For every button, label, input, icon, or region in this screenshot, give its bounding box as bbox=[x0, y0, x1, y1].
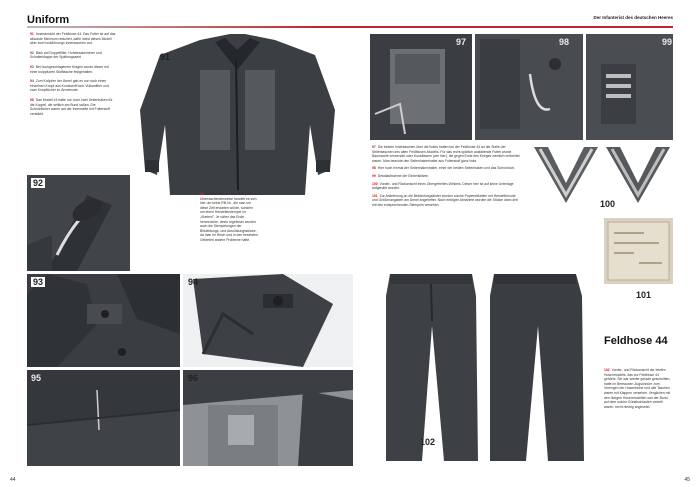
photo-97-inner-pocket bbox=[370, 34, 472, 140]
page-number-left: 44 bbox=[10, 477, 16, 483]
photo-101-paper-label bbox=[604, 218, 673, 284]
running-title: Der Infanterist des deutschen Heeres bbox=[593, 15, 673, 20]
feldhose-title: Feldhose 44 bbox=[604, 335, 668, 347]
figure-number-99: 99 bbox=[662, 37, 673, 47]
figure-number-102: 102 bbox=[420, 437, 436, 447]
photo-95-side-hook bbox=[27, 370, 180, 466]
section-title: Uniform bbox=[27, 14, 70, 26]
photo-92-shoulder-detail bbox=[27, 175, 130, 271]
figure-number-94: 94 bbox=[188, 277, 199, 287]
caption-96: 96 Detailaufnahme des Stempels. Überraschenderweise handelt es sich hier um keine RB-Nr., die man um diese Zeit erwarten würde, sondern um einen Herstellerstempel im „Klartext". Je näher das Ende heranrückte, desto regelloser wurden auch die Stempelungen der Bekleidungs- und Ausrüstungsstücke, da man im Reich und in den besetzten Gebieten andere Probleme hatte. bbox=[200, 192, 258, 242]
figure-number-91: 91 bbox=[160, 52, 171, 62]
captions-left: 91 Innenansicht der Feldbluse 44. Das Futter ist auf das absolute Minimum reduziert, dafür weist dieses Modell aber zwei lockführungs Innentaschen auf. 92 Blick auf Doppelfilter, Hohetraakenchen und Schulterklappe der Spätkrogsaent 93 Bei hochgeschlagenem Kragen wurde dieser mit einer kolppfunen Stofflasche festgehalten. 94 Zum Knöpfen der Ärmel gab es nur noch einen einzelnen Knopf aus Kunststoff bzw. Vulkanfiber und zwei Knopflöcher im Ärmelende. 95 Das Modell 44 hatte nur noch zwei Seitenhaken für die Koppel, die seitlich am Bund saßen. Die Schnürlöcher waren auf der Innenseite mit Futterstoff verstärkt. bbox=[30, 32, 116, 116]
caption-102: 102 Vorder- und Rückansicht der letzten Hosenmodells, das zur Feldbluse 44 gehörte. Sie war wieder gerade geschnitten, hatte im Bereausen Zugschnüre zum Verengen der Hosenbeine und alle Taschen waren mit Klappen versehen. Verglichen mit den übrigen Hosenmodellen war der Bund, auf dem solche Gürtelschlaufen verteilt waren, recht niedrig angesetzt. bbox=[604, 368, 671, 409]
photo-94-sleeve-button bbox=[183, 274, 353, 367]
photo-98-side-hook-holder bbox=[475, 34, 583, 140]
figure-number-96: 96 bbox=[188, 373, 199, 383]
page-number-right: 45 bbox=[684, 477, 690, 483]
photo-102-trousers bbox=[372, 266, 598, 466]
photo-100-chevrons bbox=[530, 143, 673, 205]
figure-number-95: 95 bbox=[31, 373, 42, 383]
figure-number-100: 100 bbox=[600, 199, 616, 209]
photo-93-collar bbox=[27, 274, 180, 367]
photo-96-stamp bbox=[183, 370, 353, 466]
captions-right: 97 Die beiden Innentaschen über die linkes hatten bei der Feldbluse 44 an die Stelle der Seitentaschen des alten Feldblusen-Modells. Für das recht spärlich ausfallende Futter wurde Baumwolle verwendet oder Kunstfasern (wie hier), die gegen Ende des Krieges ziemlich verbreitet waren. Man beachte den Seitenhakenhalter aus Futterstoff ganz links. 98 Hier noch einmal der Seitenhakenhalter, einer der beiden Seitenhaken und das Schnürloch. 99 Detailaufnahme der Einheitslitzen. 100 Vorder- und Rückansicht eines Obergefreiten-Winkels. Dieser hier ist auf keine Unterlage aufgenäht worden. 101 Zur Anlieferung an die Bekleidungsämter wurden solche Papieretiketten mit Herstellercode und Größenangaben am Ärmel angeheftet. Nach erfolgter Abnahme wurden die Stücke dann drei mit den entsprechenden Stempeln versehen. bbox=[372, 145, 520, 207]
figure-number-101: 101 bbox=[636, 290, 652, 300]
figure-number-98: 98 bbox=[559, 37, 570, 47]
figure-number-97: 97 bbox=[456, 37, 467, 47]
figure-number-93: 93 bbox=[33, 277, 44, 287]
figure-number-92: 92 bbox=[33, 178, 44, 188]
photo-99-collar-tabs bbox=[586, 34, 673, 140]
header-rule bbox=[27, 26, 673, 28]
